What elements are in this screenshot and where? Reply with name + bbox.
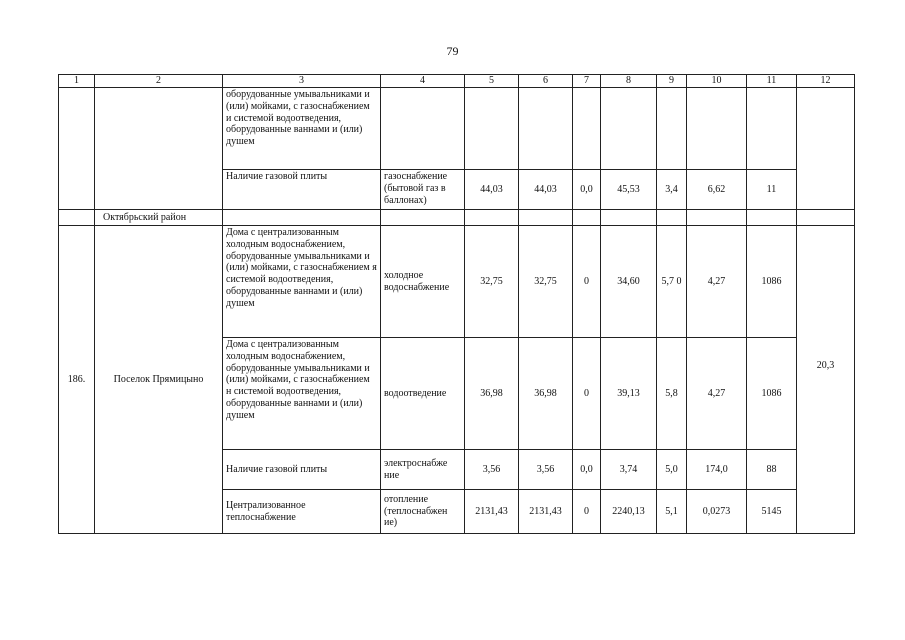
column-header: 11 — [747, 75, 797, 88]
column-header: 8 — [601, 75, 657, 88]
service-cell: газоснабжение (бытовой газ в баллонах) — [381, 170, 465, 210]
column-header: 2 — [95, 75, 223, 88]
cell-empty — [573, 88, 601, 170]
value-cell: 45,53 — [601, 170, 657, 210]
value-cell: 11 — [747, 170, 797, 210]
cell-empty — [519, 210, 573, 226]
value-cell: 3,56 — [465, 450, 519, 490]
column-header: 10 — [687, 75, 747, 88]
value-cell: 32,75 — [465, 226, 519, 338]
cell-empty — [519, 88, 573, 170]
value-cell: 5145 — [747, 490, 797, 534]
column-header: 3 — [223, 75, 381, 88]
cell-empty — [601, 88, 657, 170]
value-cell: 5,7 0 — [657, 226, 687, 338]
value-cell: 2240,13 — [601, 490, 657, 534]
value-cell: 44,03 — [465, 170, 519, 210]
cell-empty — [59, 88, 95, 210]
col12-value: 20,3 — [797, 226, 855, 534]
cell-empty — [573, 210, 601, 226]
category-cell: Наличие газовой плиты — [223, 170, 381, 210]
cell-empty — [95, 88, 223, 210]
value-cell: 44,03 — [519, 170, 573, 210]
cell-empty — [687, 88, 747, 170]
value-cell: 1086 — [747, 226, 797, 338]
column-header: 9 — [657, 75, 687, 88]
value-cell: 5,1 — [657, 490, 687, 534]
cell-empty — [657, 210, 687, 226]
cell-empty — [687, 210, 747, 226]
service-cell: электроснабже ние — [381, 450, 465, 490]
column-header: 7 — [573, 75, 601, 88]
value-cell: 36,98 — [519, 338, 573, 450]
cell-empty — [797, 88, 855, 210]
cell-empty — [59, 210, 95, 226]
value-cell: 0,0 — [573, 170, 601, 210]
value-cell: 3,74 — [601, 450, 657, 490]
cell-empty — [381, 210, 465, 226]
value-cell: 2131,43 — [519, 490, 573, 534]
cell-empty — [747, 88, 797, 170]
table-row — [59, 226, 855, 338]
service-cell: отопление (теплоснабжен ие) — [381, 490, 465, 534]
value-cell: 0,0 — [573, 450, 601, 490]
value-cell: 0 — [573, 338, 601, 450]
cell-empty — [601, 210, 657, 226]
value-cell: 0,0273 — [687, 490, 747, 534]
cell-empty — [465, 210, 519, 226]
page-number: 79 — [446, 44, 459, 58]
category-cell: Наличие газовой плиты — [223, 450, 381, 490]
cell-empty — [797, 210, 855, 226]
service-cell: водоотведение — [381, 338, 465, 450]
value-cell: 6,62 — [687, 170, 747, 210]
value-cell: 32,75 — [519, 226, 573, 338]
tariff-table — [58, 74, 855, 534]
column-header: 12 — [797, 75, 855, 88]
cell-empty — [223, 210, 381, 226]
column-header: 5 — [465, 75, 519, 88]
district-row — [59, 210, 855, 226]
value-cell: 5,0 — [657, 450, 687, 490]
cell-empty — [657, 88, 687, 170]
district-name: Октябрьский район — [95, 210, 223, 226]
value-cell: 5,8 — [657, 338, 687, 450]
category-cell: Дома с централизованным холодным водоснабжением, оборудованные умывальниками и (или) мойками, с газоснабжением я системой водоотведения, оборудованные ваннами и (или) душем — [223, 226, 381, 338]
service-cell: холодное водоснабжение — [381, 226, 465, 338]
value-cell: 34,60 — [601, 226, 657, 338]
cell-empty — [465, 88, 519, 170]
value-cell: 0 — [573, 226, 601, 338]
value-cell: 3,4 — [657, 170, 687, 210]
value-cell: 36,98 — [465, 338, 519, 450]
value-cell: 4,27 — [687, 338, 747, 450]
value-cell: 88 — [747, 450, 797, 490]
column-header: 4 — [381, 75, 465, 88]
value-cell: 39,13 — [601, 338, 657, 450]
value-cell: 174,0 — [687, 450, 747, 490]
cell-empty — [381, 88, 465, 170]
table-row — [59, 88, 855, 170]
settlement-number: 186. — [59, 226, 95, 534]
value-cell: 4,27 — [687, 226, 747, 338]
cell-empty — [747, 210, 797, 226]
column-header: 1 — [59, 75, 95, 88]
category-cell: Дома с централизованным холодным водоснабжением, оборудованные умывальниками и (или) мойками, с газоснабжением н системой водоотведения, оборудованные ваннами и (или) душем — [223, 338, 381, 450]
header-row — [59, 75, 855, 88]
category-cell: Централизованное теплоснабжение — [223, 490, 381, 534]
value-cell: 3,56 — [519, 450, 573, 490]
column-header: 6 — [519, 75, 573, 88]
category-cell: оборудованные умывальниками и (или) мойками, с газоснабжением и системой водоотведения, оборудованные ваннами и (или) душем — [223, 88, 381, 170]
value-cell: 1086 — [747, 338, 797, 450]
settlement-name: Поселок Прямицыно — [95, 226, 223, 534]
value-cell: 2131,43 — [465, 490, 519, 534]
value-cell: 0 — [573, 490, 601, 534]
